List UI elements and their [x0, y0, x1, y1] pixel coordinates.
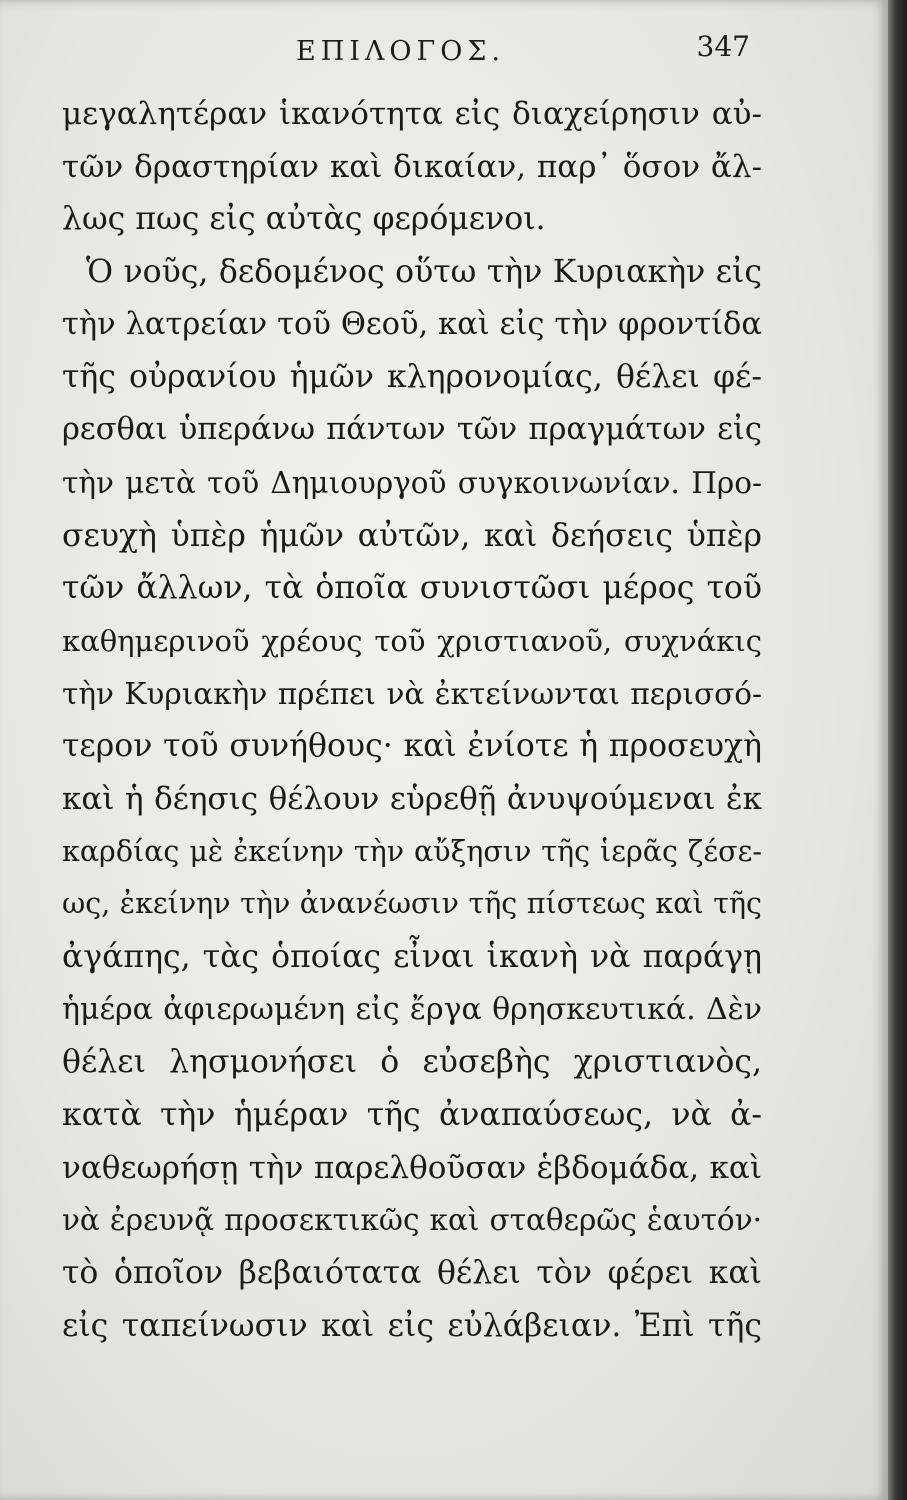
text-line: ἀγάπης, τὰς ὁποίας εἶναι ἱκανὴ νὰ παράγῃ [62, 939, 762, 975]
text-line: καρδίας μὲ ἐκείνην τὴν αὔξησιν τῆς ἱερᾶς ζέσε- [62, 834, 762, 868]
text-line: εἰς ταπείνωσιν καὶ εἰς εὐλάβειαν. Ἐπὶ τῆς [62, 1307, 762, 1344]
text-line: θέλει λησμονήσει ὁ εὐσεβὴς χριστιανὸς, [62, 1044, 762, 1081]
text-line: τῶν δραστηρίαν καὶ δικαίαν, παρ᾽ ὅσον ἄλ- [62, 148, 762, 185]
running-title: ΕΠΙΛΟΓΟΣ. [296, 36, 506, 67]
text-line: ως, ἐκείνην τὴν ἀνανέωσιν τῆς πίστεως καὶ τῆς [62, 887, 762, 921]
text-line: λως πως εἰς αὐτὰς φερόμενοι. [62, 201, 546, 238]
text-line: καθημερινοῦ χρέους τοῦ χριστιανοῦ, συχνάκις [62, 623, 762, 658]
body-text [62, 88, 762, 1353]
page-number: 347 [696, 30, 750, 63]
text-line: νὰ ἐρευνᾷ προσεκτικῶς καὶ σταθερῶς ἑαυτόν· [62, 1203, 762, 1238]
text-line: κατὰ τὴν ἡμέραν τῆς ἀναπαύσεως, νὰ ἀ- [62, 1097, 762, 1134]
text-line: ρεσθαι ὑπεράνω πάντων τῶν πραγμάτων εἰς [62, 412, 762, 448]
text-line: μεγαλητέραν ἱκανότητα εἰς διαχείρησιν αὐ- [62, 96, 762, 132]
text-line: ναθεωρήσῃ τὴν παρελθοῦσαν ἑβδομάδα, καὶ [62, 1149, 762, 1186]
text-line: καὶ ἡ δέησις θέλουν εὑρεθῇ ἀνυψούμεναι ἐκ [62, 780, 762, 817]
text-line: τερον τοῦ συνήθους· καὶ ἐνίοτε ἡ προσευχὴ [62, 728, 762, 765]
text-line: τῶν ἄλλων, τὰ ὁποῖα συνιστῶσι μέρος τοῦ [62, 570, 762, 607]
running-head [60, 30, 750, 74]
text-line: ἡμέρα ἀφιερωμένη εἰς ἔργα θρησκευτικά. Δὲν [62, 991, 762, 1027]
text-line: τῆς οὐρανίου ἡμῶν κληρονομίας, θέλει φέ- [62, 359, 762, 396]
text-line: σευχὴ ὑπὲρ ἡμῶν αὐτῶν, καὶ δεήσεις ὑπὲρ [62, 517, 762, 554]
text-line: Ὁ νοῦς, δεδομένος οὕτω τὴν Κυριακὴν εἰς [86, 254, 762, 291]
text-line: τὴν Κυριακὴν πρέπει νὰ ἐκτείνωνται περισσό- [62, 676, 762, 711]
page-edge-shadow [888, 0, 907, 1500]
text-line: τὴν λατρείαν τοῦ Θεοῦ, καὶ εἰς τὴν φροντίδα [62, 306, 762, 342]
text-line: τὴν μετὰ τοῦ Δημιουργοῦ συγκοινωνίαν. Προ- [62, 465, 762, 500]
text-line: τὸ ὁποῖον βεβαιότατα θέλει τὸν φέρει καὶ [62, 1255, 762, 1292]
